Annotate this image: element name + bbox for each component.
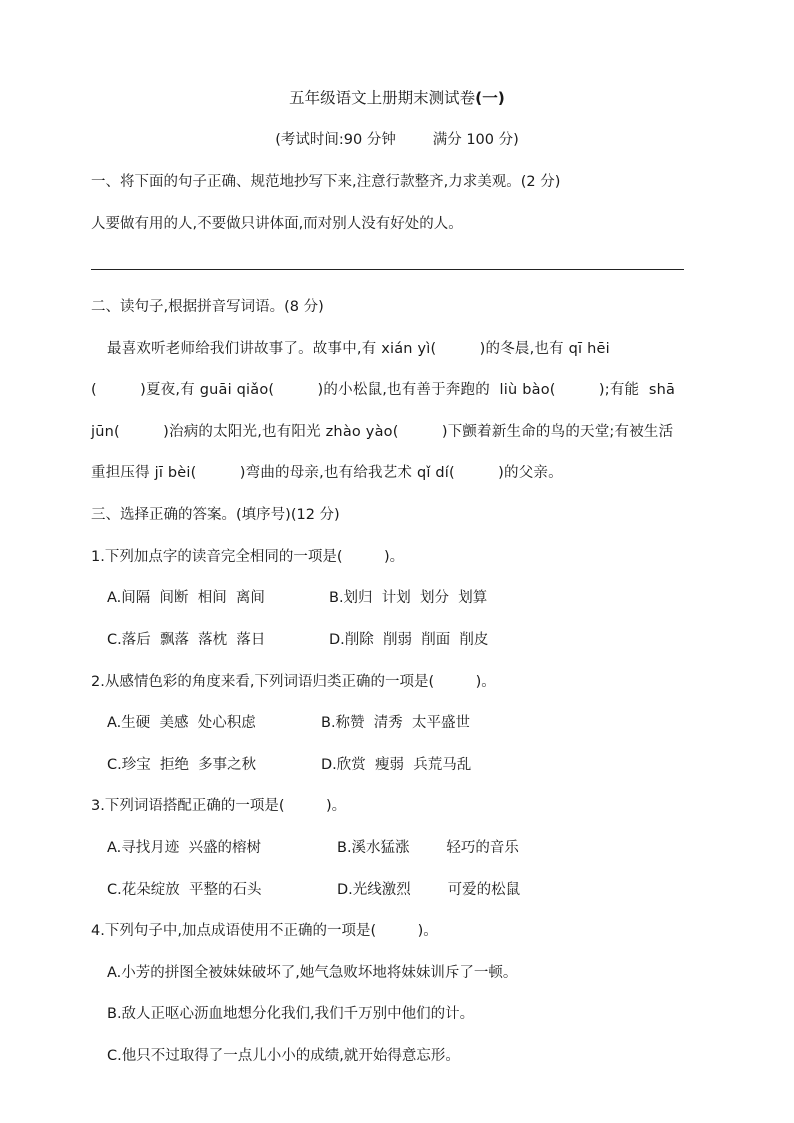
question-4-stem: 4.下列句子中,加点成语使用不正确的一项是( )。 [91,923,438,939]
exam-title-main: 五年级语文上册期末测试卷 [289,89,476,107]
copy-answer-line[interactable] [91,269,684,270]
question-4-option-b[interactable]: B.敌人正呕心沥血地想分化我们,我们千万别中他们的计。 [107,1006,475,1022]
question-3-option-a[interactable]: A.寻找月迹 兴盛的榕树 [107,840,261,856]
question-3-option-d[interactable]: D.光线激烈 可爱的松鼠 [337,882,521,898]
section2-line-2: ( )夏夜,有 guāi qiǎo( )的小松鼠,也有善于奔跑的 liù bào( );有能 shā [91,382,676,398]
question-3-option-b[interactable]: B.溪水猛涨 轻巧的音乐 [337,840,519,856]
section2-line-4: 重担压得 jī bèi( )弯曲的母亲,也有给我艺术 qǐ dí( )的父亲。 [91,465,563,481]
question-2-stem: 2.从感情色彩的角度来看,下列词语归类正确的一项是( )。 [91,674,496,690]
section3-heading: 三、选择正确的答案。(填序号)(12 分) [91,507,340,523]
section1-sentence: 人要做有用的人,不要做只讲体面,而对别人没有好处的人。 [91,216,463,232]
question-2-option-c[interactable]: C.珍宝 拒绝 多事之秋 [107,757,257,773]
question-2-option-a[interactable]: A.生硬 美感 处心积虑 [107,715,256,731]
question-1-option-d[interactable]: D.削除 削弱 削面 削皮 [329,632,489,648]
section2-heading: 二、读句子,根据拼音写词语。(8 分) [91,299,324,315]
question-1-stem: 1.下列加点字的读音完全相同的一项是( )。 [91,549,405,565]
exam-title-suffix: (一) [475,89,505,107]
section1-heading: 一、将下面的句子正确、规范地抄写下来,注意行款整齐,力求美观。(2 分) [91,174,561,190]
question-3-stem: 3.下列词语搭配正确的一项是( )。 [91,798,347,814]
section2-line-3: jūn( )治病的太阳光,也有阳光 zhào yào( )下颤着新生命的鸟的天堂;有被生活 [91,424,674,440]
question-1-option-b[interactable]: B.划归 计划 划分 划算 [329,590,488,606]
section2-line-1: 最喜欢听老师给我们讲故事了。故事中,有 xián yì( )的冬晨,也有 qī hēi [107,341,610,357]
question-3-option-c[interactable]: C.花朵绽放 平整的石头 [107,882,262,898]
question-1-option-c[interactable]: C.落后 飘落 落枕 落日 [107,632,266,648]
exam-subtitle: (考试时间:90 分钟 满分 100 分) [275,132,519,148]
question-2-option-b[interactable]: B.称赞 清秀 太平盛世 [321,715,470,731]
question-2-option-d[interactable]: D.欣赏 瘦弱 兵荒马乱 [321,757,472,773]
question-4-option-c[interactable]: C.他只不过取得了一点儿小小的成绩,就开始得意忘形。 [107,1048,460,1064]
question-1-option-a[interactable]: A.间隔 间断 相间 离间 [107,590,265,606]
question-4-option-a[interactable]: A.小芳的拼图全被妹妹破坏了,她气急败坏地将妹妹训斥了一顿。 [107,965,518,981]
exam-title [0,88,794,108]
